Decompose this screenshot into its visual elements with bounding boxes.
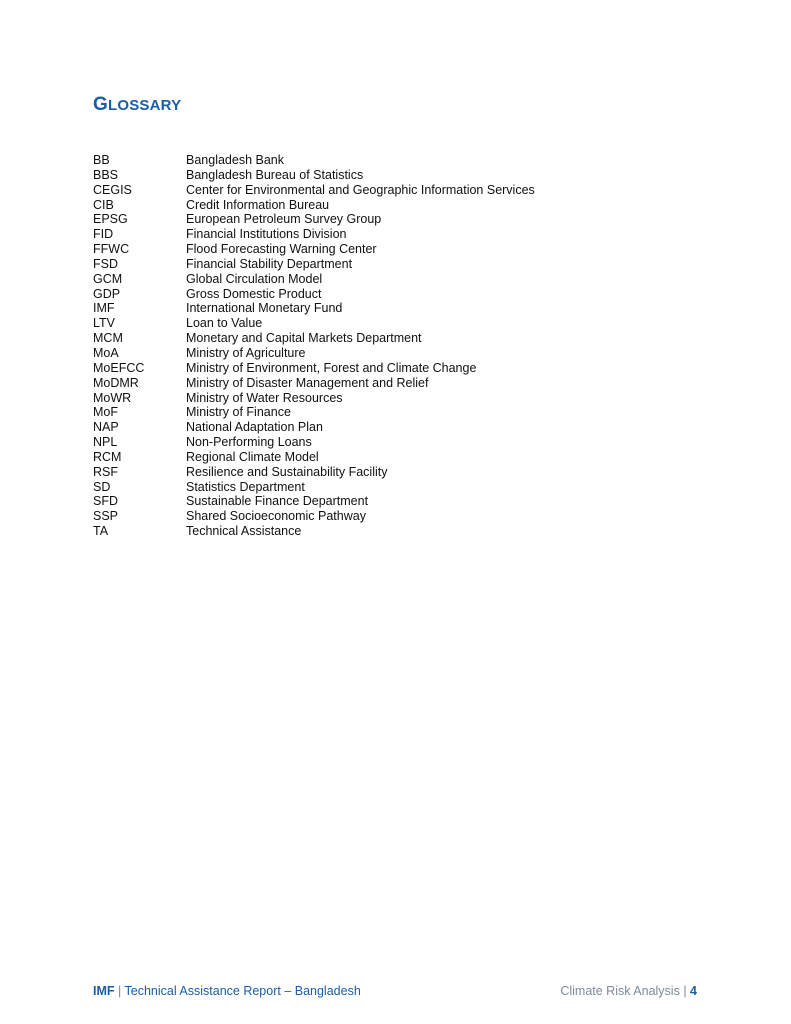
glossary-row — [93, 376, 713, 391]
glossary-definition: Center for Environmental and Geographic Information Services — [186, 182, 535, 197]
glossary-definition: Financial Stability Department — [186, 256, 353, 271]
glossary-definition: International Monetary Fund — [186, 301, 343, 316]
glossary-row — [93, 331, 713, 346]
glossary-abbreviation: FFWC — [93, 242, 130, 257]
glossary-definition: Bangladesh Bureau of Statistics — [186, 167, 364, 182]
glossary-abbreviation: GCM — [93, 271, 123, 286]
glossary-abbreviation: CIB — [93, 197, 114, 212]
page-title-initial: G — [93, 94, 108, 115]
glossary-definition: Statistics Department — [186, 479, 305, 494]
glossary-abbreviation: FID — [93, 227, 114, 242]
glossary-definition: Financial Institutions Division — [186, 227, 347, 242]
glossary-abbreviation: FSD — [93, 256, 118, 271]
glossary-abbreviation: SSP — [93, 509, 119, 524]
glossary-abbreviation: MoA — [93, 345, 119, 360]
glossary-definition: Shared Socioeconomic Pathway — [186, 509, 366, 524]
footer-page-info — [560, 983, 697, 999]
glossary-abbreviation: IMF — [93, 301, 115, 316]
page-title-rest: LOSSARY — [107, 97, 182, 114]
glossary-row — [93, 524, 713, 539]
glossary-abbreviation: BB — [93, 153, 110, 167]
glossary-abbreviation: NPL — [93, 435, 118, 450]
glossary-abbreviation: LTV — [93, 316, 115, 331]
glossary-row — [93, 420, 713, 435]
glossary-abbreviation: NAP — [93, 420, 119, 435]
glossary-row — [93, 391, 713, 406]
glossary-abbreviation: EPSG — [93, 212, 128, 227]
glossary-abbreviation: RCM — [93, 449, 122, 464]
glossary-definition: Non-Performing Loans — [186, 435, 312, 450]
glossary-definition: Sustainable Finance Department — [186, 494, 369, 509]
glossary-abbreviation: MCM — [93, 331, 123, 346]
glossary-row — [93, 227, 713, 242]
glossary-row — [93, 287, 713, 302]
glossary-definition: Bangladesh Bank — [186, 153, 284, 167]
glossary-row — [93, 212, 713, 227]
footer-org-name: IMF — [93, 984, 115, 998]
footer-page-separator: | — [683, 984, 687, 998]
glossary-abbreviation: SD — [93, 479, 111, 494]
glossary-definition: Monetary and Capital Markets Department — [186, 331, 422, 346]
footer-separator: | — [118, 984, 122, 998]
glossary-definition: Flood Forecasting Warning Center — [186, 242, 377, 257]
glossary-row — [93, 257, 713, 272]
glossary-abbreviation: MoWR — [93, 390, 132, 405]
glossary-list — [93, 153, 713, 539]
glossary-row — [93, 198, 713, 213]
glossary-row — [93, 346, 713, 361]
glossary-definition: Credit Information Bureau — [186, 197, 330, 212]
glossary-row — [93, 153, 713, 168]
glossary-definition: National Adaptation Plan — [186, 420, 323, 435]
glossary-row — [93, 272, 713, 287]
glossary-row — [93, 465, 713, 480]
glossary-definition: Loan to Value — [186, 316, 263, 331]
glossary-row — [93, 435, 713, 450]
glossary-abbreviation: MoDMR — [93, 375, 139, 390]
glossary-row — [93, 183, 713, 198]
glossary-definition: Ministry of Disaster Management and Relief — [186, 375, 429, 390]
glossary-row — [93, 168, 713, 183]
glossary-definition: Ministry of Agriculture — [186, 345, 306, 360]
glossary-row — [93, 316, 713, 331]
glossary-row — [93, 301, 713, 316]
footer-section-name: Climate Risk Analysis — [560, 984, 680, 998]
glossary-row — [93, 450, 713, 465]
page-title — [93, 95, 181, 116]
footer-report-name: Technical Assistance Report – Bangladesh — [124, 984, 361, 998]
glossary-row — [93, 361, 713, 376]
glossary-row — [93, 242, 713, 257]
glossary-definition: Resilience and Sustainability Facility — [186, 464, 388, 479]
glossary-definition: Ministry of Environment, Forest and Climate Change — [186, 360, 477, 375]
glossary-abbreviation: BBS — [93, 167, 119, 182]
glossary-abbreviation: CEGIS — [93, 182, 132, 197]
glossary-definition: Technical Assistance — [186, 524, 302, 539]
glossary-definition: Ministry of Finance — [186, 405, 291, 420]
glossary-row — [93, 480, 713, 495]
footer-page-number: 4 — [690, 984, 697, 998]
glossary-row — [93, 494, 713, 509]
glossary-abbreviation: MoEFCC — [93, 360, 145, 375]
glossary-definition: Regional Climate Model — [186, 449, 319, 464]
glossary-abbreviation: MoF — [93, 405, 118, 420]
glossary-abbreviation: SFD — [93, 494, 118, 509]
footer-report-title — [93, 983, 361, 999]
glossary-definition: Global Circulation Model — [186, 271, 323, 286]
glossary-definition: Ministry of Water Resources — [186, 390, 343, 405]
glossary-row — [93, 405, 713, 420]
glossary-abbreviation: GDP — [93, 286, 121, 301]
glossary-definition: European Petroleum Survey Group — [186, 212, 382, 227]
glossary-abbreviation: TA — [93, 524, 109, 539]
glossary-definition: Gross Domestic Product — [186, 286, 322, 301]
glossary-abbreviation: RSF — [93, 464, 118, 479]
glossary-row — [93, 509, 713, 524]
